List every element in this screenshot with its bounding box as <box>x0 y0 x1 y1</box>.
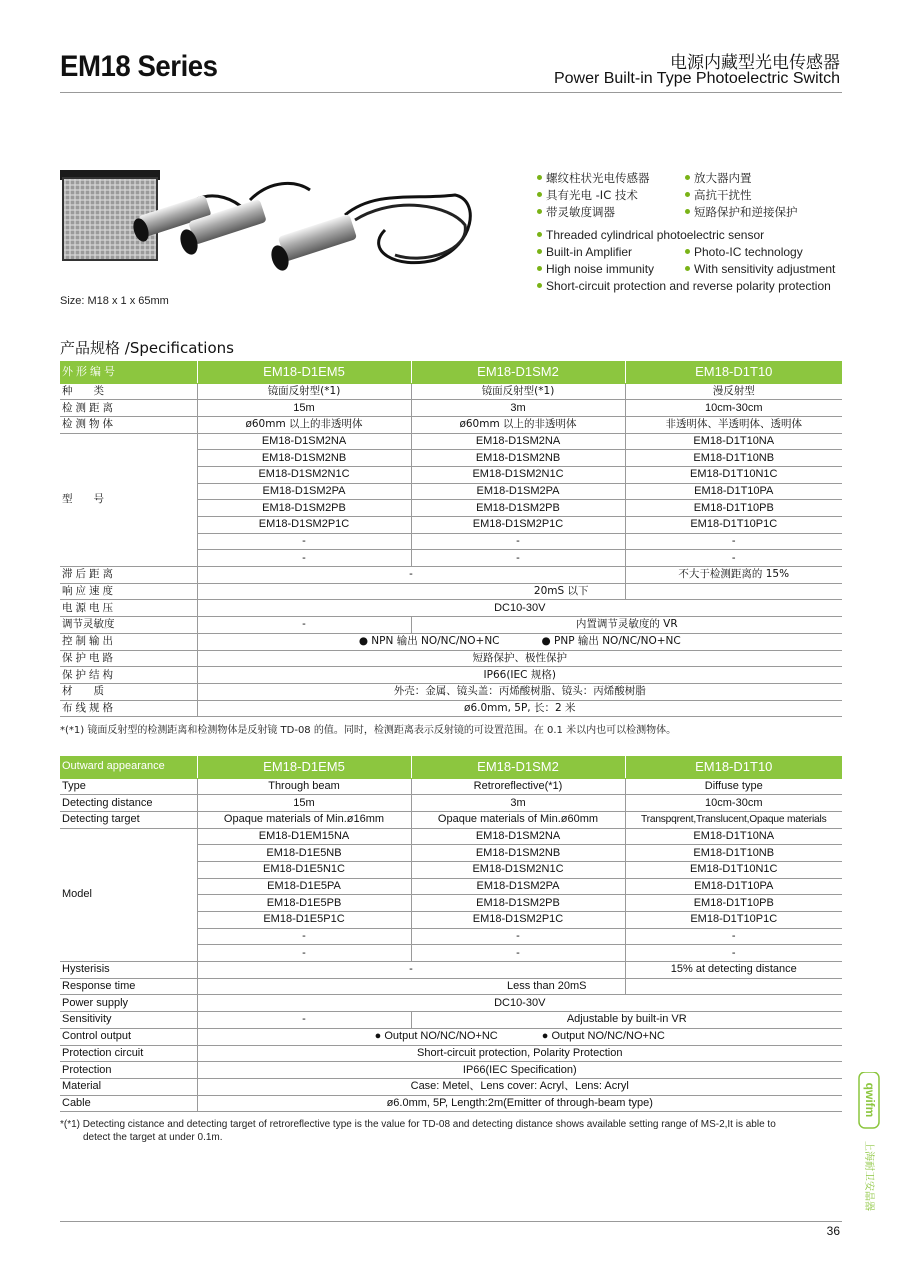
table-cell: EM18-D1SM2PB <box>411 500 625 517</box>
table-cell: 3m <box>411 795 625 812</box>
table-cell: EM18-D1T10PB <box>625 500 842 517</box>
table-cell: ø60mm 以上的非透明体 <box>197 416 411 433</box>
table-cell: Opaque materials of Min.ø16mm <box>197 811 411 828</box>
feature-row <box>537 186 835 203</box>
row-label: 控制输出 <box>60 633 197 650</box>
table-cell: Opaque materials of Min.ø60mm <box>411 811 625 828</box>
table-cell: - <box>625 533 842 550</box>
bullet-icon <box>685 175 690 180</box>
table-cell: Diffuse type <box>625 778 842 795</box>
table-cell: EM18-D1SM2NA <box>411 828 625 845</box>
feature-row <box>537 203 835 220</box>
table-cell: ø60mm 以上的非透明体 <box>411 416 625 433</box>
row-label: Cable <box>60 1095 197 1112</box>
table-cell: 漫反射型 <box>625 383 842 400</box>
table-cell: ø6.0mm, 5P, Length:2m(Emitter of through-beam type) <box>197 1095 842 1112</box>
table-cell: EM18-D1T10NB <box>625 450 842 467</box>
table-cell: Transpqrent,Translucent,Opaque materials <box>625 811 842 828</box>
table-row <box>60 1062 842 1079</box>
table-header-cell: Outward appearance <box>60 756 197 778</box>
table-cell: EM18-D1SM2NB <box>411 450 625 467</box>
feature-item: Photo-IC technology <box>685 245 803 259</box>
table-header-row <box>60 361 842 383</box>
table-cell: ● Output NO/NC/NO+NC ● Output NO/NC/NO+NC <box>197 1028 842 1045</box>
sensor-image-3 <box>268 195 470 273</box>
table-row <box>60 1012 842 1029</box>
table-cell: 20mS 以下 <box>197 583 625 600</box>
table-row <box>60 700 842 717</box>
table-cell: - <box>411 928 625 945</box>
brand-logo-text: qwifm <box>862 1082 877 1118</box>
table-cell: EM18-D1E5PB <box>197 895 411 912</box>
row-label: 电源电压 <box>60 600 197 617</box>
table-cell: 15m <box>197 795 411 812</box>
table-row <box>60 978 842 995</box>
row-label: 型 号 <box>60 433 197 567</box>
table-cell: EM18-D1SM2NA <box>197 433 411 450</box>
table-row <box>60 650 842 667</box>
table-cell: 15m <box>197 400 411 417</box>
table-header-cell: EM18-D1SM2 <box>411 756 625 778</box>
table-cell: 镜面反射型(*1) <box>197 383 411 400</box>
page-number: 36 <box>826 1224 840 1238</box>
feature-item: Threaded cylindrical photoelectric sensor <box>537 228 764 242</box>
row-label: 材 质 <box>60 683 197 700</box>
table-cell: EM18-D1T10NA <box>625 433 842 450</box>
feature-row <box>537 260 835 277</box>
table-row <box>60 995 842 1012</box>
spec-table-en <box>60 756 842 1112</box>
bullet-icon <box>685 266 690 271</box>
feature-item: 带灵敏度调器 <box>537 204 685 220</box>
table-header-cell: EM18-D1T10 <box>625 361 842 383</box>
table-cell: EM18-D1SM2PA <box>197 483 411 500</box>
table-cell: EM18-D1SM2PB <box>197 500 411 517</box>
table-row <box>60 433 842 450</box>
table-cell: EM18-D1T10NB <box>625 845 842 862</box>
table-cell: 非透明体、半透明体、透明体 <box>625 416 842 433</box>
table-cell: EM18-D1T10N1C <box>625 466 842 483</box>
feature-row <box>537 169 835 186</box>
table-cell: - <box>411 945 625 962</box>
row-label: 检测物体 <box>60 416 197 433</box>
table-cell: Case: Metel、Lens cover: Acryl、Lens: Acryl <box>197 1078 842 1095</box>
table-cell: EM18-D1EM15NA <box>197 828 411 845</box>
feature-item: High noise immunity <box>537 262 685 276</box>
bullet-icon <box>537 232 542 237</box>
table-cell: - <box>197 945 411 962</box>
table-cell: - <box>197 533 411 550</box>
row-label: Protection <box>60 1062 197 1079</box>
table-cell: IP66(IEC 规格) <box>197 667 842 684</box>
feature-row <box>537 243 835 260</box>
table-cell: - <box>625 550 842 567</box>
table-cell: EM18-D1T10NA <box>625 828 842 845</box>
bullet-icon <box>537 266 542 271</box>
table-cell: EM18-D1T10P1C <box>625 517 842 534</box>
row-label: Control output <box>60 1028 197 1045</box>
table-cell: EM18-D1E5N1C <box>197 861 411 878</box>
table-header-cell: EM18-D1EM5 <box>197 361 411 383</box>
table-cell: - <box>625 928 842 945</box>
bullet-icon <box>537 192 542 197</box>
table-cell: DC10-30V <box>197 600 842 617</box>
page-title-cn: 电源内藏型光电传感器 <box>670 53 840 73</box>
table-cell: EM18-D1E5P1C <box>197 912 411 929</box>
table-row <box>60 962 842 979</box>
table-cell: EM18-D1SM2P1C <box>411 912 625 929</box>
table-cell: ø6.0mm, 5P, 长：2 米 <box>197 700 842 717</box>
table-cell: Through beam <box>197 778 411 795</box>
row-label: Material <box>60 1078 197 1095</box>
table-cell: - <box>197 928 411 945</box>
table-cell: - <box>411 550 625 567</box>
table-cell: 不大于检测距离的 15% <box>625 567 842 584</box>
table-cell: EM18-D1T10P1C <box>625 912 842 929</box>
table-cell: EM18-D1SM2NB <box>197 450 411 467</box>
table-row <box>60 1095 842 1112</box>
table-cell: 内置调节灵敏度的 VR <box>411 617 842 634</box>
table-cell: Adjustable by built-in VR <box>411 1012 842 1029</box>
row-label: Protection circuit <box>60 1045 197 1062</box>
table-cell: EM18-D1T10PB <box>625 895 842 912</box>
feature-item: 短路保护和逆接保护 <box>685 204 798 220</box>
row-label: Hysterisis <box>60 962 197 979</box>
row-label: Detecting distance <box>60 795 197 812</box>
table-cell: EM18-D1E5PA <box>197 878 411 895</box>
table-header-cell: EM18-D1SM2 <box>411 361 625 383</box>
feature-item: With sensitivity adjustment <box>685 262 835 276</box>
brand-company-text: 上海耐卫安晶器 <box>863 1141 874 1211</box>
table-cell: - <box>197 962 625 979</box>
table-cell <box>625 583 842 600</box>
table-cell: 外壳：金属、镜头盖：丙烯酸树脂、镜头：丙烯酸树脂 <box>197 683 842 700</box>
table-row <box>60 633 842 650</box>
table-cell: 镜面反射型(*1) <box>411 383 625 400</box>
table-cell: - <box>625 945 842 962</box>
table-cell: EM18-D1E5NB <box>197 845 411 862</box>
row-label: Power supply <box>60 995 197 1012</box>
feature-row <box>537 226 835 243</box>
table-row <box>60 683 842 700</box>
feature-list <box>537 169 835 294</box>
table-cell: - <box>197 567 625 584</box>
table-cell: 10cm-30cm <box>625 400 842 417</box>
table-cell: - <box>197 617 411 634</box>
table-cell: EM18-D1SM2P1C <box>411 517 625 534</box>
table-row <box>60 811 842 828</box>
bullet-icon <box>685 209 690 214</box>
table-row <box>60 567 842 584</box>
brand-logo <box>858 1072 882 1222</box>
row-label: 响应速度 <box>60 583 197 600</box>
spec-table-cn <box>60 361 842 717</box>
row-label: 保护结构 <box>60 667 197 684</box>
series-title: EM18 Series <box>60 50 218 83</box>
footer-divider <box>60 1221 842 1222</box>
table-row <box>60 667 842 684</box>
table-cell: 10cm-30cm <box>625 795 842 812</box>
row-label: 保护电路 <box>60 650 197 667</box>
table-cell: EM18-D1SM2N1C <box>411 861 625 878</box>
table-cell: 3m <box>411 400 625 417</box>
table-cell: IP66(IEC Specification) <box>197 1062 842 1079</box>
row-label: 布线规格 <box>60 700 197 717</box>
table-cell: EM18-D1T10N1C <box>625 861 842 878</box>
table-header-cell: 外形编号 <box>60 361 197 383</box>
feature-item: Short-circuit protection and reverse polarity protection <box>537 279 831 293</box>
table-row <box>60 383 842 400</box>
table-cell: EM18-D1SM2N1C <box>411 466 625 483</box>
row-label: 滞后距离 <box>60 567 197 584</box>
table-cell: DC10-30V <box>197 995 842 1012</box>
table-cell: EM18-D1SM2P1C <box>197 517 411 534</box>
table-row <box>60 795 842 812</box>
table-row <box>60 400 842 417</box>
table-cell: EM18-D1SM2N1C <box>197 466 411 483</box>
table-cell: EM18-D1SM2PA <box>411 483 625 500</box>
feature-item: Built-in Amplifier <box>537 245 685 259</box>
table-header-cell: EM18-D1T10 <box>625 756 842 778</box>
table-cell: Less than 20mS <box>197 978 625 995</box>
table-cell <box>625 978 842 995</box>
footnote-line: detect the target at under 0.1m. <box>83 1132 223 1143</box>
bullet-icon <box>685 249 690 254</box>
bullet-icon <box>537 175 542 180</box>
table-row <box>60 600 842 617</box>
table-row <box>60 617 842 634</box>
table-cell: 短路保护、极性保护 <box>197 650 842 667</box>
table-cell: EM18-D1T10PA <box>625 878 842 895</box>
table-row <box>60 583 842 600</box>
table-cell: EM18-D1SM2PB <box>411 895 625 912</box>
table-cell: ● NPN 输出 NO/NC/NO+NC ● PNP 输出 NO/NC/NO+NC <box>197 633 842 650</box>
product-photo <box>55 150 480 290</box>
row-label: Model <box>60 828 197 962</box>
table-cell: EM18-D1SM2NB <box>411 845 625 862</box>
row-label: Sensitivity <box>60 1012 197 1029</box>
row-label: Response time <box>60 978 197 995</box>
table-cell: EM18-D1T10PA <box>625 483 842 500</box>
table-row <box>60 828 842 845</box>
bullet-icon <box>685 192 690 197</box>
feature-item: 放大器内置 <box>685 170 752 186</box>
table-cell: EM18-D1SM2PA <box>411 878 625 895</box>
table-cell: - <box>197 1012 411 1029</box>
table-cell: 15% at detecting distance <box>625 962 842 979</box>
row-label: 种 类 <box>60 383 197 400</box>
bullet-icon <box>537 249 542 254</box>
row-label: 检测距离 <box>60 400 197 417</box>
table-row <box>60 416 842 433</box>
page-title-en: Power Built-in Type Photoelectric Switch <box>553 70 840 87</box>
feature-item: 具有光电 -IC 技术 <box>537 187 685 203</box>
spec-heading: 产品规格 /Specifications <box>60 339 234 357</box>
bullet-icon <box>537 283 542 288</box>
table-cell: - <box>197 550 411 567</box>
table-header-cell: EM18-D1EM5 <box>197 756 411 778</box>
table-cell: - <box>411 533 625 550</box>
table-row <box>60 1028 842 1045</box>
row-label: Type <box>60 778 197 795</box>
table-cell: EM18-D1SM2NA <box>411 433 625 450</box>
header-divider <box>60 92 842 93</box>
table-row <box>60 1045 842 1062</box>
row-label: 调节灵敏度 <box>60 617 197 634</box>
footnote-cn: *(*1) 镜面反射型的检测距离和检测物体是反射镜 TD-08 的值。同时，检测距离表示反射镜的可设置范围。在 0.1 米以内也可以检测物体。 <box>60 725 677 736</box>
footnote-line: *(*1) Detecting cistance and detecting target of retroreflective type is the value for TD-08 and detecting distance shows available setting range of MS-2,It is able to <box>60 1119 776 1130</box>
table-header-row <box>60 756 842 778</box>
table-row <box>60 778 842 795</box>
table-cell: Short-circuit protection, Polarity Protection <box>197 1045 842 1062</box>
bullet-icon <box>537 209 542 214</box>
table-cell: Retroreflective(*1) <box>411 778 625 795</box>
footnote-en <box>60 1118 850 1144</box>
feature-item: 高抗干扰性 <box>685 187 752 203</box>
product-size: Size: M18 x 1 x 65mm <box>60 295 169 307</box>
feature-item: 螺纹柱状光电传感器 <box>537 170 685 186</box>
row-label: Detecting target <box>60 811 197 828</box>
feature-row <box>537 277 835 294</box>
table-row <box>60 1078 842 1095</box>
